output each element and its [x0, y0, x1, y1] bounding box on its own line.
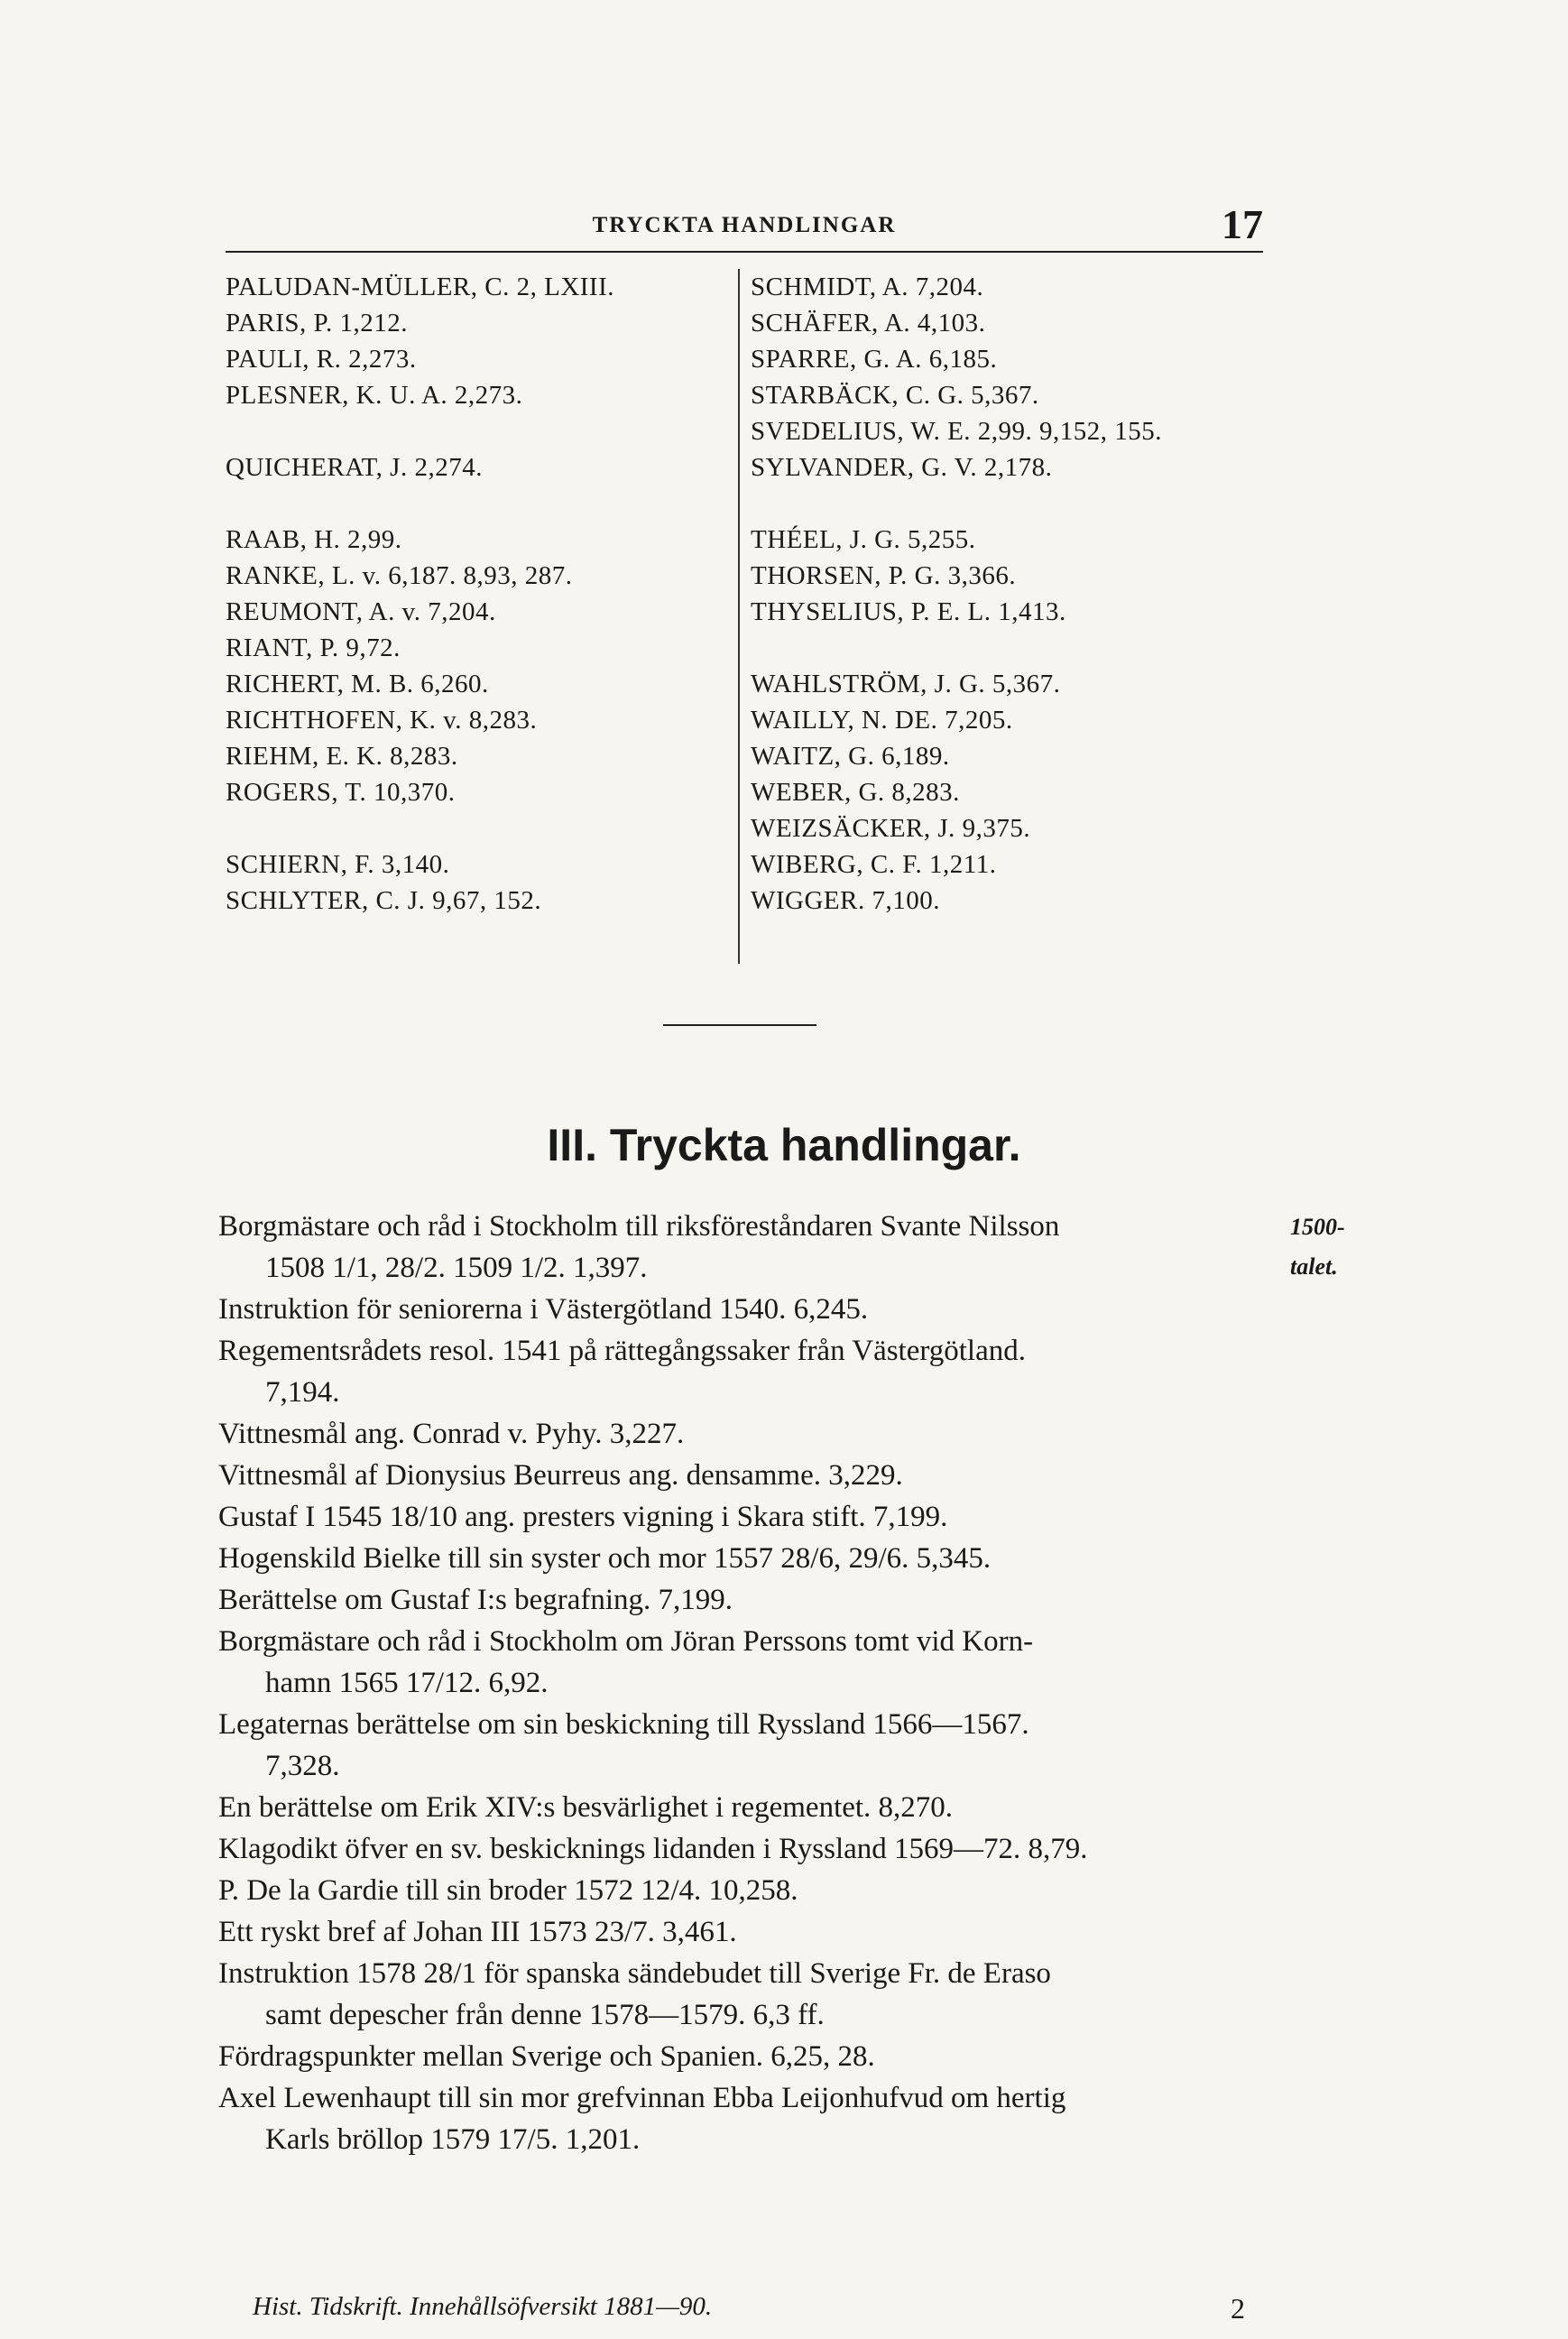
document-entry — [218, 1621, 1269, 1704]
index-entry: THÉEL, J. G. 5,255. — [751, 525, 976, 554]
entry-line: Legaternas berättelse om sin beskickning till Ryssland 1566—1567. — [218, 1708, 1029, 1741]
index-gap — [751, 630, 1256, 666]
index-entry: PARIS, P. 1,212. — [226, 309, 408, 337]
name-index — [226, 269, 1263, 973]
index-entry: WIGGER. 7,100. — [751, 886, 940, 915]
margin-note — [1290, 1207, 1398, 1287]
index-entry: RIANT, P. 9,72. — [226, 633, 401, 662]
document-entry — [218, 1538, 1269, 1579]
index-entry: WEIZSÄCKER, J. 9,375. — [751, 814, 1031, 843]
index-entry: SCHLYTER, C. J. 9,67, 152. — [226, 886, 542, 915]
index-column-left — [226, 269, 731, 919]
entry-line: Gustaf I 1545 18/10 ang. presters vigning i Skara stift. 7,199. — [218, 1501, 948, 1533]
entry-line: En berättelse om Erik XIV:s besvärlighet i regementet. 8,270. — [218, 1791, 954, 1824]
document-entry — [218, 1496, 1269, 1538]
entry-line: 7,328. — [265, 1750, 340, 1782]
margin-note-line: talet. — [1290, 1253, 1338, 1280]
document-entry — [218, 1413, 1269, 1455]
index-entry: REUMONT, A. v. 7,204. — [226, 597, 496, 626]
entry-line: Borgmästare och råd i Stockholm om Jöran Perssons tomt vid Korn- — [218, 1625, 1034, 1658]
index-entry: STARBÄCK, C. G. 5,367. — [751, 381, 1039, 410]
entry-line: hamn 1565 17/12. 6,92. — [265, 1667, 549, 1699]
index-column-right — [751, 269, 1256, 919]
document-entry — [218, 2077, 1269, 2160]
margin-note-line: 1500- — [1290, 1214, 1345, 1240]
entry-line: Vittnesmål ang. Conrad v. Pyhy. 3,227. — [218, 1418, 685, 1450]
index-entry: SCHIERN, F. 3,140. — [226, 850, 450, 879]
entry-line: Karls bröllop 1579 17/5. 1,201. — [265, 2123, 641, 2156]
index-entry: WAILLY, N. DE. 7,205. — [751, 706, 1013, 735]
document-entry — [218, 1206, 1269, 1289]
document-entry — [218, 1911, 1269, 1953]
index-entry: SVEDELIUS, W. E. 2,99. 9,152, 155. — [751, 417, 1163, 446]
page-number: 17 — [1222, 201, 1263, 247]
entry-line: samt depescher från denne 1578—1579. 6,3 ff. — [265, 1999, 825, 2031]
entry-line: Hogenskild Bielke till sin syster och mor 1557 28/6, 29/6. 5,345. — [218, 1542, 992, 1575]
column-divider — [738, 269, 740, 964]
index-entry: THYSELIUS, P. E. L. 1,413. — [751, 597, 1066, 626]
index-entry: RICHERT, M. B. 6,260. — [226, 670, 489, 698]
document-entry — [218, 1579, 1269, 1621]
page-footer — [253, 2292, 1263, 2328]
entry-line: 1508 1/1, 28/2. 1509 1/2. 1,397. — [265, 1252, 648, 1284]
index-entry: PALUDAN-MÜLLER, C. 2, LXIII. — [226, 273, 614, 301]
section-title: III. Tryckta handlingar. — [547, 1120, 1021, 1170]
index-entry: WIBERG, C. F. 1,211. — [751, 850, 997, 879]
document-entry — [218, 2036, 1269, 2077]
index-entry: SPARRE, G. A. 6,185. — [751, 345, 998, 374]
entry-line: Berättelse om Gustaf I:s begrafning. 7,199. — [218, 1584, 733, 1616]
index-entry: RAAB, H. 2,99. — [226, 525, 402, 554]
section-divider — [663, 1024, 816, 1026]
document-entry — [218, 1455, 1269, 1496]
index-gap — [226, 485, 731, 522]
index-entry: THORSEN, P. G. 3,366. — [751, 561, 1017, 590]
index-entry: PAULI, R. 2,273. — [226, 345, 417, 374]
entry-line: Ett ryskt bref af Johan III 1573 23/7. 3,461. — [218, 1916, 737, 1948]
index-gap — [226, 810, 731, 846]
document-entry — [218, 1787, 1269, 1828]
document-entry — [218, 1828, 1269, 1870]
index-gap — [751, 485, 1256, 522]
document-entry — [218, 1953, 1269, 2036]
document-entry — [218, 1870, 1269, 1911]
index-entry: WAITZ, G. 6,189. — [751, 742, 950, 771]
index-entry: WEBER, G. 8,283. — [751, 778, 960, 807]
entry-line: P. De la Gardie till sin broder 1572 12/4. 10,258. — [218, 1874, 798, 1907]
entry-line: Fördragspunkter mellan Sverige och Spanien. 6,25, 28. — [218, 2040, 875, 2073]
index-gap — [226, 413, 731, 449]
index-entry: PLESNER, K. U. A. 2,273. — [226, 381, 523, 410]
entry-line: Instruktion 1578 28/1 för spanska sändebudet till Sverige Fr. de Eraso — [218, 1957, 1051, 1990]
entry-line: Klagodikt öfver en sv. beskicknings lidanden i Ryssland 1569—72. 8,79. — [218, 1833, 1088, 1865]
entry-line: Regementsrådets resol. 1541 på rättegångssaker från Västergötland. — [218, 1335, 1026, 1367]
page-header — [226, 201, 1263, 253]
index-entry: ROGERS, T. 10,370. — [226, 778, 456, 807]
entry-line: Axel Lewenhaupt till sin mor grefvinnan Ebba Leijonhufvud om hertig — [218, 2082, 1066, 2114]
index-entry: SYLVANDER, G. V. 2,178. — [751, 453, 1053, 482]
entry-line: Vittnesmål af Dionysius Beurreus ang. densamme. 3,229. — [218, 1459, 903, 1492]
footer-text: Hist. Tidskrift. Innehållsöfversikt 1881—90. — [253, 2292, 713, 2321]
running-title: TRYCKTA HANDLINGAR — [592, 213, 897, 237]
document-entry — [218, 1330, 1269, 1413]
entry-line: Borgmästare och råd i Stockholm till riksföreståndaren Svante Nilsson — [218, 1210, 1060, 1243]
index-entry: SCHMIDT, A. 7,204. — [751, 273, 984, 301]
signature-mark: 2 — [1231, 2292, 1245, 2325]
entry-line: 7,194. — [265, 1376, 340, 1409]
index-entry: QUICHERAT, J. 2,274. — [226, 453, 483, 482]
document-entry — [218, 1704, 1269, 1787]
index-entry: RANKE, L. v. 6,187. 8,93, 287. — [226, 561, 573, 590]
index-entry: RIEHM, E. K. 8,283. — [226, 742, 458, 771]
index-entry: RICHTHOFEN, K. v. 8,283. — [226, 706, 538, 735]
index-entry: SCHÄFER, A. 4,103. — [751, 309, 986, 337]
document-entry — [218, 1289, 1269, 1330]
document-list — [218, 1206, 1269, 2160]
index-entry: WAHLSTRÖM, J. G. 5,367. — [751, 670, 1061, 698]
entry-line: Instruktion för seniorerna i Västergötland 1540. 6,245. — [218, 1293, 869, 1326]
